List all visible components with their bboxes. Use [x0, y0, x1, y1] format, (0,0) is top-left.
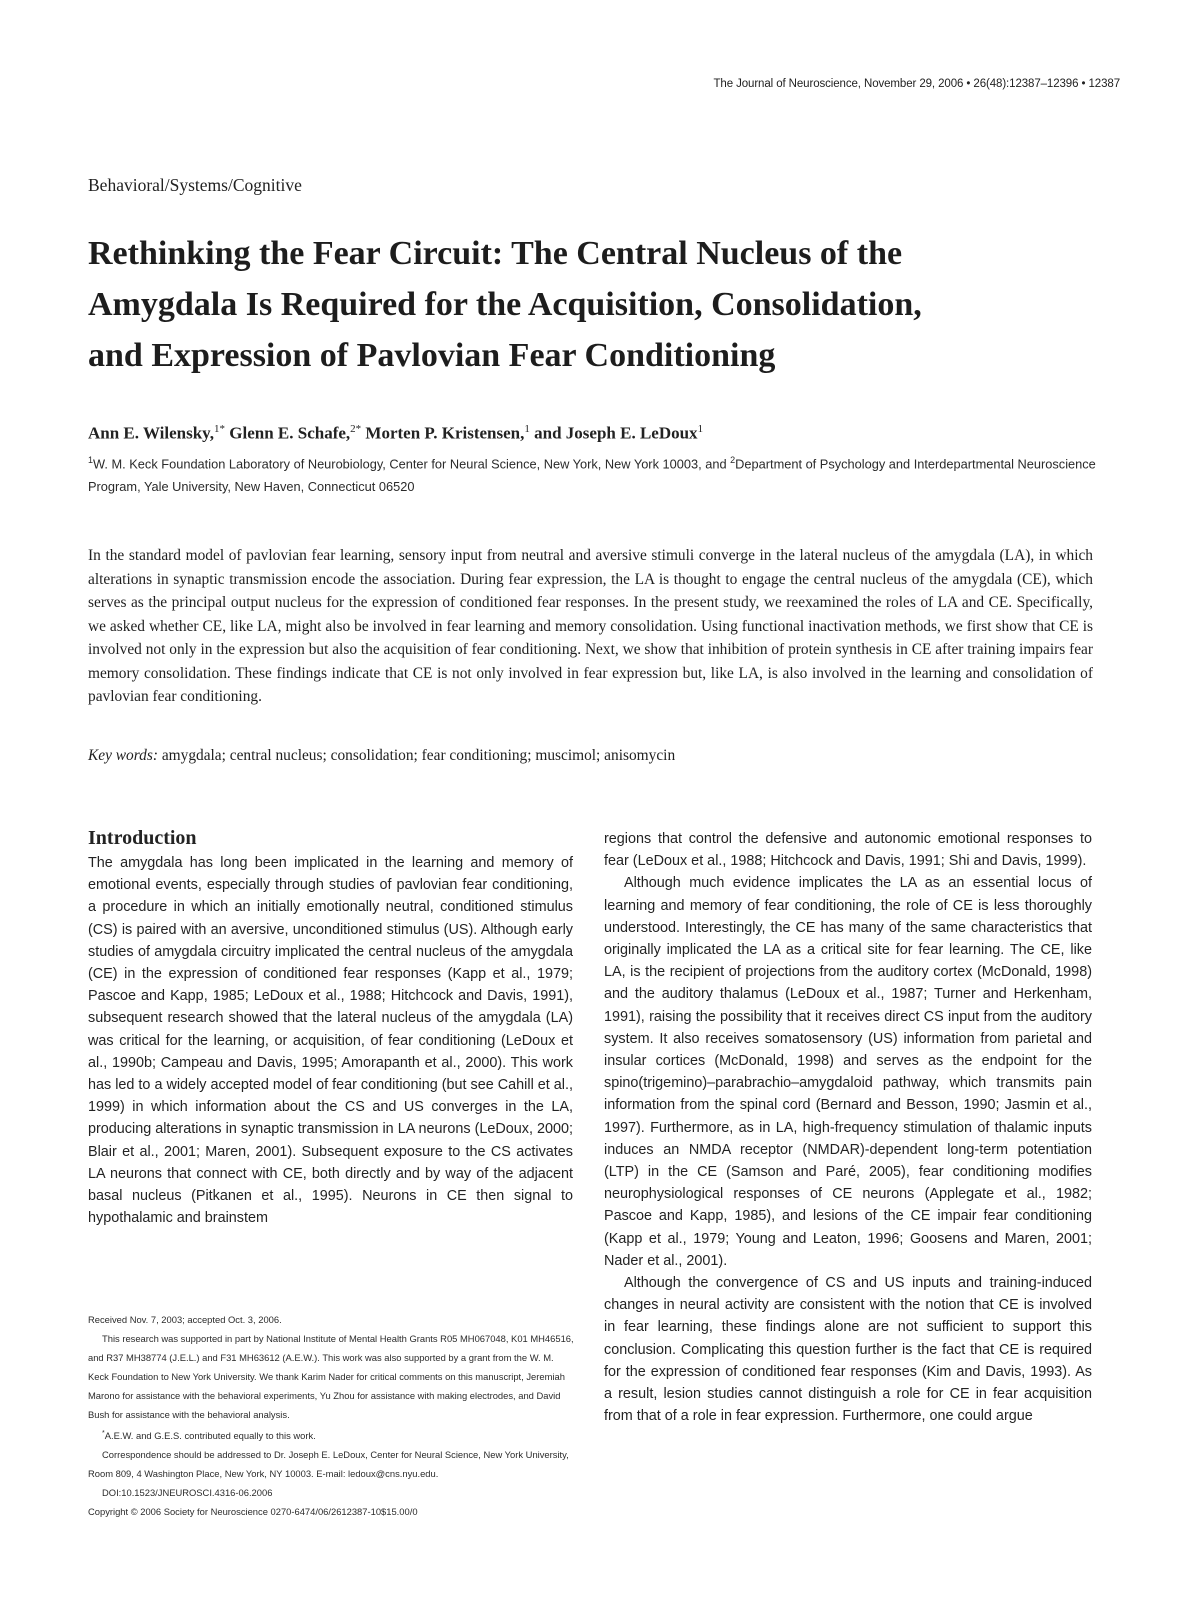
title-line-2: Amygdala Is Required for the Acquisition, Consolidation, — [88, 286, 922, 323]
body-paragraph: Although the convergence of CS and US inputs and training-induced changes in neural activity are consistent with the notion that CE is involved in fear learning, these findings alone are not sufficient to support this conclusion. Complicating this question further is the fact that CE is required for the expression of conditioned fear responses (Kim and Davis, 1993). As a result, lesion studies cannot distinguish a role for CE in fear acquisition from that of a role in fear expression. Furthermore, one could argue — [604, 1275, 1092, 1425]
affiliation-mark: 2 — [730, 455, 736, 465]
footnote-correspondence: Correspondence should be addressed to Dr. Joseph E. LeDoux, Center for Neural Science, New York University, Room 809, 4 Washington Place, New York, NY 10003. E-mail: ledoux@cns.nyu.edu. — [88, 1449, 569, 1480]
footnote-mark: * — [102, 1430, 105, 1437]
footnote-copyright: Copyright © 2006 Society for Neuroscience 0270-6474/06/2612387-10$15.00/0 — [88, 1506, 418, 1518]
body-paragraph: Although much evidence implicates the LA as an essential locus of learning and memory of fear conditioning, the role of CE is less thoroughly understood. Interestingly, the CE has many of the same characteristics that originally implicated the LA as a critical site for fear learning. The CE, like LA, is the recipient of projections from the auditory cortex (McDonald, 1998) and the auditory thalamus (LeDoux et al., 1987; Turner and Herkenham, 1991), raising the possibility that it receives direct CS input from the auditory system. It also receives somatosensory (US) information from parietal and insular cortices (McDonald, 1998) and serves as the endpoint for the spino(trigemino)–parabrachio–amygdaloid pathway, which transmits pain information from the spinal cord (Bernard and Besson, 1990; Jasmin et al., 1997). Furthermore, as in LA, high-frequency stimulation of thalamic inputs induces an NMDA receptor (NMDAR)-dependent long-term potentiation (LTP) in the CE (Samson and Paré, 2005), fear conditioning modifies neurophysiological responses of CE neurons (Applegate et al., 1982; Pascoe and Kapp, 1985), and lesions of the CE impair fear conditioning (Kapp et al., 1979; Young and Leaton, 1996; Goosens and Maren, 2001; Nader et al., 2001). — [604, 875, 1092, 1269]
author-name: Morten P. Kristensen, — [365, 423, 525, 443]
author-affiliation-mark: 2* — [350, 423, 362, 435]
affiliation-text-2: Department of Psychology and Interdepartmental Neuroscience Program, Yale University, New Haven, Connecticut 06520 — [88, 456, 1096, 495]
title-line-3: and Expression of Pavlovian Fear Conditioning — [88, 337, 776, 374]
keywords-text: amygdala; central nucleus; consolidation; fear conditioning; muscimol; anisomycin — [157, 747, 676, 764]
affiliation — [88, 449, 1098, 498]
author-affiliation-mark: 1 — [697, 423, 704, 435]
body-column-right — [604, 828, 1092, 1427]
abstract: In the standard model of pavlovian fear learning, sensory input from neutral and aversive stimuli converge in the lateral nucleus of the amygdala (LA), in which alterations in synaptic transmission encode the association. During fear expression, the LA is thought to engage the central nucleus of the amygdala (CE), which serves as the principal output nucleus for the expression of conditioned fear responses. In the present study, we reexamined the roles of LA and CE. Specifically, we asked whether CE, like LA, might also be involved in fear learning and memory consolidation. Using functional inactivation methods, we first show that CE is involved not only in the expression but also the acquisition of fear conditioning. Next, we show that inhibition of protein synthesis in CE after training impairs fear memory consolidation. These findings indicate that CE is not only involved in fear expression but, like LA, is also involved in the learning and consolidation of pavlovian fear conditioning. — [88, 547, 1093, 705]
section-heading-introduction: Introduction — [88, 827, 197, 849]
author-name: Glenn E. Schafe, — [229, 423, 351, 443]
footnote-doi: DOI:10.1523/JNEUROSCI.4316-06.2006 — [102, 1487, 273, 1499]
footnote-equal-text: A.E.W. and G.E.S. contributed equally to this work. — [104, 1430, 316, 1442]
footnote-equal-contribution — [88, 1424, 576, 1445]
affiliation-mark: 1 — [88, 455, 94, 465]
author-name: and Joseph E. LeDoux — [534, 423, 698, 443]
author-affiliation-mark: 1 — [524, 423, 530, 435]
footnotes — [88, 1310, 576, 1521]
body-paragraph: The amygdala has long been implicated in the learning and memory of emotional events, especially through studies of pavlovian fear conditioning, a procedure in which an initially emotionally neutral, conditioned stimulus (CS) is paired with an aversive, unconditioned stimulus (US). Although early studies of amygdala circuitry implicated the central nucleus of the amygdala (CE) in the expression of conditioned fear responses (Kapp et al., 1979; Pascoe and Kapp, 1985; LeDoux et al., 1988; Hitchcock and Davis, 1991), subsequent research showed that the lateral nucleus of the amygdala (LA) was critical for the learning, or acquisition, of fear conditioning (LeDoux et al., 1990b; Campeau and Davis, 1995; Amorapanth et al., 2000). This work has led to a widely accepted model of fear conditioning (but see Cahill et al., 1999) in which information about the CS and US converges in the LA, producing alterations in synaptic transmission in LA neurons (LeDoux, 2000; Blair et al., 2001; Maren, 2001). Subsequent exposure to the CS activates LA neurons that connect with CE, both directly and by way of the adjacent basal nucleus (Pitkanen et al., 1995). Neurons in CE then signal to hypothalamic and brainstem — [88, 855, 573, 1227]
author-list — [88, 423, 1098, 444]
affiliation-text-1: W. M. Keck Foundation Laboratory of Neurobiology, Center for Neural Science, New York, New York 10003, and — [93, 456, 731, 472]
title-line-1: Rethinking the Fear Circuit: The Central Nucleus of the — [88, 235, 903, 272]
article-title — [88, 228, 1108, 381]
keywords — [88, 747, 1093, 765]
body-paragraph: regions that control the defensive and autonomic emotional responses to fear (LeDoux et al., 1988; Hitchcock and Davis, 1991; Shi and Davis, 1999). — [604, 831, 1092, 870]
section-label: Behavioral/Systems/Cognitive — [88, 175, 302, 195]
footnote-funding: This research was supported in part by National Institute of Mental Health Grants R05 MH067048, K01 MH46516, and R37 MH38774 (J.E.L.) and F31 MH63612 (A.E.W.). This work was also supported by a grant from the W. M. Keck Foundation to New York University. We thank Karim Nader for critical comments on this manuscript, Jeremiah Marono for assistance with the behavioral experiments, Yu Zhou for assistance with making electrodes, and David Bush for assistance with the behavioral analysis. — [88, 1333, 574, 1420]
author-name: Ann E. Wilensky, — [88, 423, 214, 443]
keywords-label: Key words: — [88, 747, 158, 764]
footnote-received: Received Nov. 7, 2003; accepted Oct. 3, 2006. — [88, 1314, 282, 1325]
body-column-left — [88, 826, 573, 1229]
author-affiliation-mark: 1* — [214, 423, 225, 435]
running-head: The Journal of Neuroscience, November 29, 2006 • 26(48):12387–12396 • 12387 — [713, 78, 1120, 90]
